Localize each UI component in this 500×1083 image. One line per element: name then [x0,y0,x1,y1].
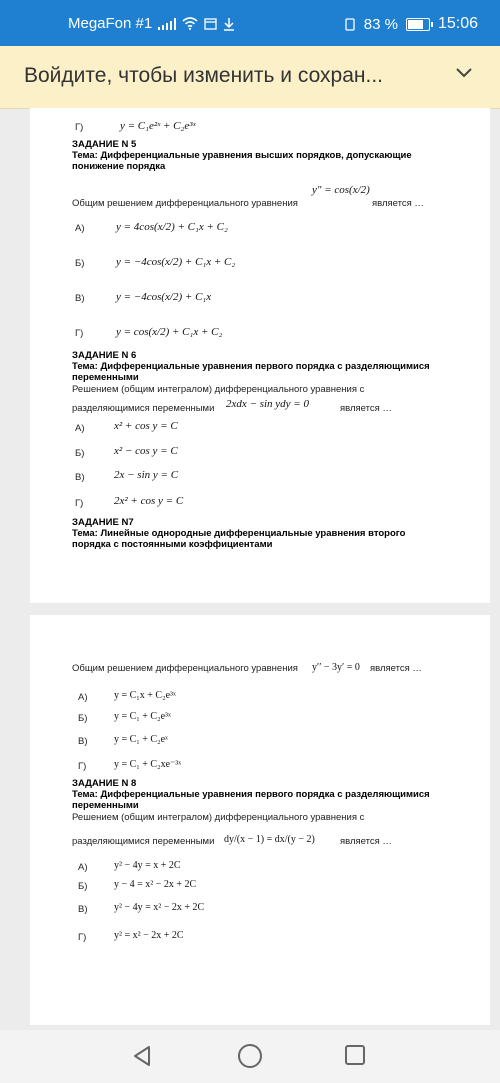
option-label: А) [78,692,88,703]
task5-question: Общим решением дифференциального уравнения [72,198,298,209]
task6-question-end: является … [340,403,392,414]
chevron-down-icon[interactable] [456,68,472,78]
option-label: В) [75,293,85,304]
task8-equation: dy/(x − 1) = dx/(y − 2) [224,834,315,845]
option-formula: y − 4 = x² − 2x + 2C [114,879,197,890]
calendar-icon [204,17,217,30]
signal-icon [158,18,176,30]
banner-text: Войдите, чтобы изменить и сохран... [24,64,383,87]
sim-icon [344,18,356,31]
task7-heading: ЗАДАНИЕ N7 Тема: Линейные однородные дифференциальные уравнения второго порядка с постоянными коэффициентами [72,517,406,550]
option-label: Г) [75,328,84,339]
task8-question-end: является … [340,836,392,847]
download-icon [223,17,235,31]
wifi-icon [182,17,198,30]
option-formula: y = C₁x + C₂e³ˣ [114,690,176,701]
document-page-1 [30,108,490,603]
option-formula: 2x² + cos y = C [114,495,184,507]
option-formula: y = −4cos(x/2) + C₁x [116,291,212,303]
option-label: В) [75,472,85,483]
option-label: Б) [75,258,85,269]
task8-question-line1: Решением (общим интегралом) дифференциального уравнения с [72,812,365,823]
back-icon[interactable] [130,1044,154,1068]
task5-question-end: является … [372,198,424,209]
option-formula: y² = x² − 2x + 2C [114,930,184,941]
document-page-2 [30,615,490,1025]
option-label: А) [75,423,85,434]
task6-question-line2: разделяющимися переменными [72,403,215,414]
option-formula: y = C₁ + C₂eˣ [114,734,168,745]
recents-icon[interactable] [344,1044,366,1066]
option-label: Г) [75,498,84,509]
option-label: В) [78,736,88,747]
task7-question-end: является … [370,663,422,674]
option-label: Б) [78,881,88,892]
option-label: Б) [78,713,88,724]
option-label: Б) [75,448,85,459]
battery-icon [406,18,430,31]
option-formula: y = 4cos(x/2) + C₁x + C₂ [116,221,228,233]
home-icon[interactable] [237,1043,263,1069]
option-formula: y = cos(x/2) + C₁x + C₂ [116,326,223,338]
option-label: Г) [78,761,87,772]
task7-equation: y′′ − 3y′ = 0 [312,662,360,673]
option-formula: y = C₁ + C₂e³ˣ [114,711,171,722]
task5-equation: y″ = cos(x/2) [312,184,370,196]
option-label: Г) [75,122,84,133]
option-formula: y = C₁e²ˣ + C₂e³ˣ [120,120,196,132]
task6-equation: 2xdx − sin ydy = 0 [226,398,309,410]
option-label: А) [78,862,88,873]
signin-banner[interactable] [0,46,500,109]
clock: 15:06 [437,15,478,32]
option-label: В) [78,904,88,915]
option-label: Г) [78,932,87,943]
navigation-bar [0,1030,500,1083]
task6-heading: ЗАДАНИЕ N 6 Тема: Дифференциальные уравнения первого порядка с разделяющимися переменными [72,350,430,383]
status-bar [0,0,500,46]
option-formula: y² − 4y = x² − 2x + 2C [114,902,205,913]
option-formula: 2x − sin y = C [114,469,179,481]
task7-question: Общим решением дифференциального уравнения [72,663,298,674]
option-label: А) [75,223,85,234]
battery-percent: 83 % [363,15,398,33]
task6-question-line1: Решением (общим интегралом) дифференциального уравнения с [72,384,365,395]
task8-question-line2: разделяющимися переменными [72,836,215,847]
option-formula: x² + cos y = C [114,420,178,432]
option-formula: y² − 4y = x + 2C [114,860,181,871]
carrier-name: MegaFon #1 [68,15,153,32]
option-formula: x² − cos y = C [114,445,178,457]
task5-heading: ЗАДАНИЕ N 5 Тема: Дифференциальные уравнения высших порядков, допускающие понижение порядка [72,139,412,172]
option-formula: y = C₁ + C₂xe⁻³ˣ [114,759,182,770]
option-formula: y = −4cos(x/2) + C₁x + C₂ [116,256,236,268]
task8-heading: ЗАДАНИЕ N 8 Тема: Дифференциальные уравнения первого порядка с разделяющимися переменными [72,778,430,811]
